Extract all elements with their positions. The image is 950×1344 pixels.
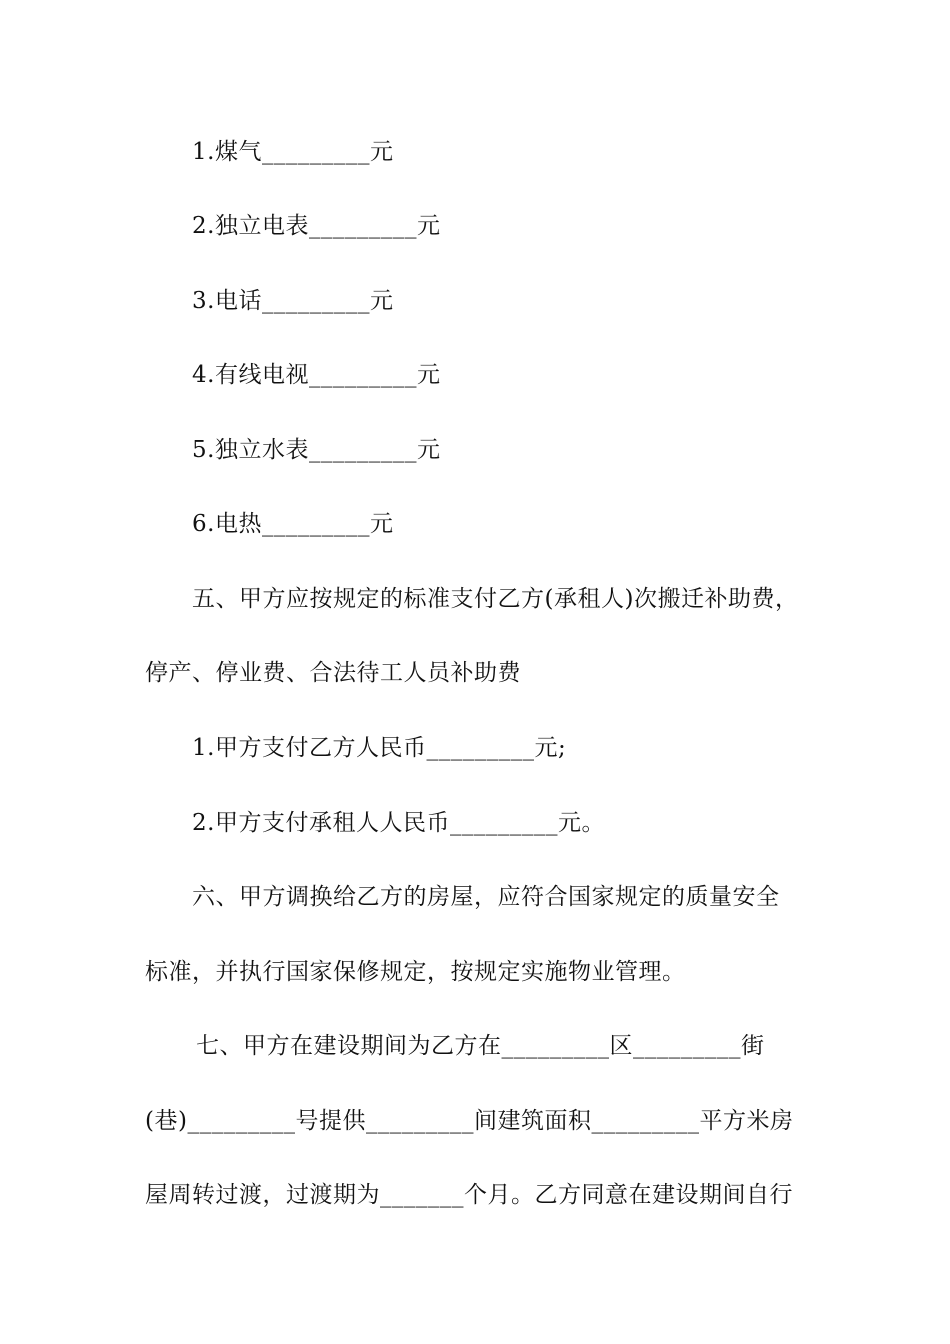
fee-item-electric-meter: 2.独立电表_________元 bbox=[192, 213, 441, 239]
fee-item-water-meter: 5.独立水表_________元 bbox=[192, 437, 441, 463]
fee-item-cable-tv: 4.有线电视_________元 bbox=[192, 362, 441, 388]
payment-item-1: 1.甲方支付乙方人民币_________元; bbox=[192, 735, 567, 761]
clause-five-line-1: 五、甲方应按规定的标准支付乙方(承租人)次搬迁补助费， bbox=[192, 586, 799, 612]
fee-item-telephone: 3.电话_________元 bbox=[192, 288, 394, 314]
fee-item-gas: 1.煤气_________元 bbox=[192, 139, 394, 165]
clause-seven-line-2: (巷)_________号提供_________间建筑面积_________平方米房 bbox=[145, 1108, 794, 1134]
clause-five-line-2: 停产、停业费、合法待工人员补助费 bbox=[145, 660, 521, 686]
payment-item-2: 2.甲方支付承租人人民币_________元。 bbox=[192, 810, 605, 836]
fee-item-electric-heating: 6.电热_________元 bbox=[192, 511, 394, 537]
clause-six-line-1: 六、甲方调换给乙方的房屋，应符合国家规定的质量安全 bbox=[192, 884, 780, 910]
clause-six-line-2: 标准，并执行国家保修规定，按规定实施物业管理。 bbox=[145, 959, 686, 985]
clause-seven-line-1: 七、甲方在建设期间为乙方在_________区_________街 bbox=[196, 1033, 765, 1059]
clause-seven-line-3: 屋周转过渡，过渡期为_______个月。乙方同意在建设期间自行 bbox=[145, 1182, 793, 1208]
